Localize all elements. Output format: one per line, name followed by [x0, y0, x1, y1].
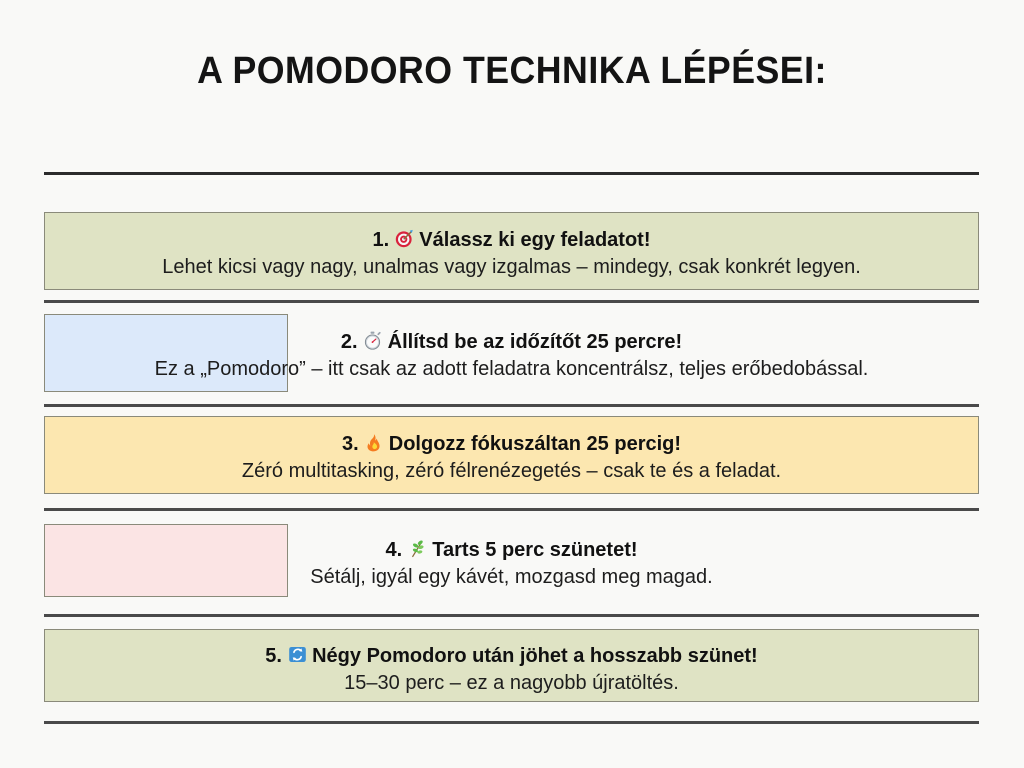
fire-icon	[364, 433, 383, 452]
step-row-5	[44, 629, 979, 702]
divider-bottom	[44, 721, 979, 724]
step-number-3: 3.	[341, 433, 359, 455]
step-subline-5: 15–30 perc – ez a nagyobb újratöltés.	[344, 672, 679, 694]
step-headline-text-2: Állítsd be az időzítőt 25 percre!	[387, 331, 683, 353]
divider-top	[44, 172, 979, 175]
step-row-2	[44, 314, 979, 392]
step-number-2: 2.	[340, 331, 358, 353]
step-headline-3	[44, 431, 979, 458]
step-row-1	[44, 212, 979, 290]
divider-1	[44, 300, 979, 303]
step-subline-3: Zéró multitasking, zéró félrenézegetés – csak te és a feladat.	[241, 460, 782, 482]
divider-4	[44, 614, 979, 617]
step-headline-2	[44, 329, 979, 356]
step-headline-text-4: Tarts 5 perc szünetet!	[432, 539, 638, 561]
step-number-5: 5.	[265, 645, 282, 667]
page-title: A POMODORO TECHNIKA LÉPÉSEI:	[197, 50, 827, 92]
arrows-counterclockwise-icon	[288, 645, 307, 664]
step-number-1: 1.	[372, 229, 390, 251]
step-row-3	[44, 416, 979, 494]
step-subline-4: Sétálj, igyál egy kávét, mozgasd meg magad.	[310, 566, 713, 588]
step-headline-text-1: Válassz ki egy feladatot!	[419, 229, 651, 251]
divider-2	[44, 404, 979, 407]
stopwatch-icon	[363, 331, 382, 350]
step-subline-1: Lehet kicsi vagy nagy, unalmas vagy izgalmas – mindegy, csak konkrét legyen.	[162, 256, 861, 278]
divider-3	[44, 508, 979, 511]
direct-hit-icon	[395, 229, 414, 248]
step-headline-5	[44, 643, 979, 670]
herb-icon	[408, 539, 427, 558]
step-number-4: 4.	[385, 539, 403, 561]
step-headline-text-3: Dolgozz fókuszáltan 25 percig!	[388, 433, 682, 455]
step-headline-4	[44, 537, 979, 564]
step-headline-text-5: Négy Pomodoro után jöhet a hosszabb szünet!	[312, 645, 758, 667]
step-row-4	[44, 524, 979, 597]
step-headline-1	[44, 227, 979, 254]
step-subline-2: Ez a „Pomodoro” – itt csak az adott feladatra koncentrálsz, teljes erőbedobással.	[154, 358, 869, 380]
